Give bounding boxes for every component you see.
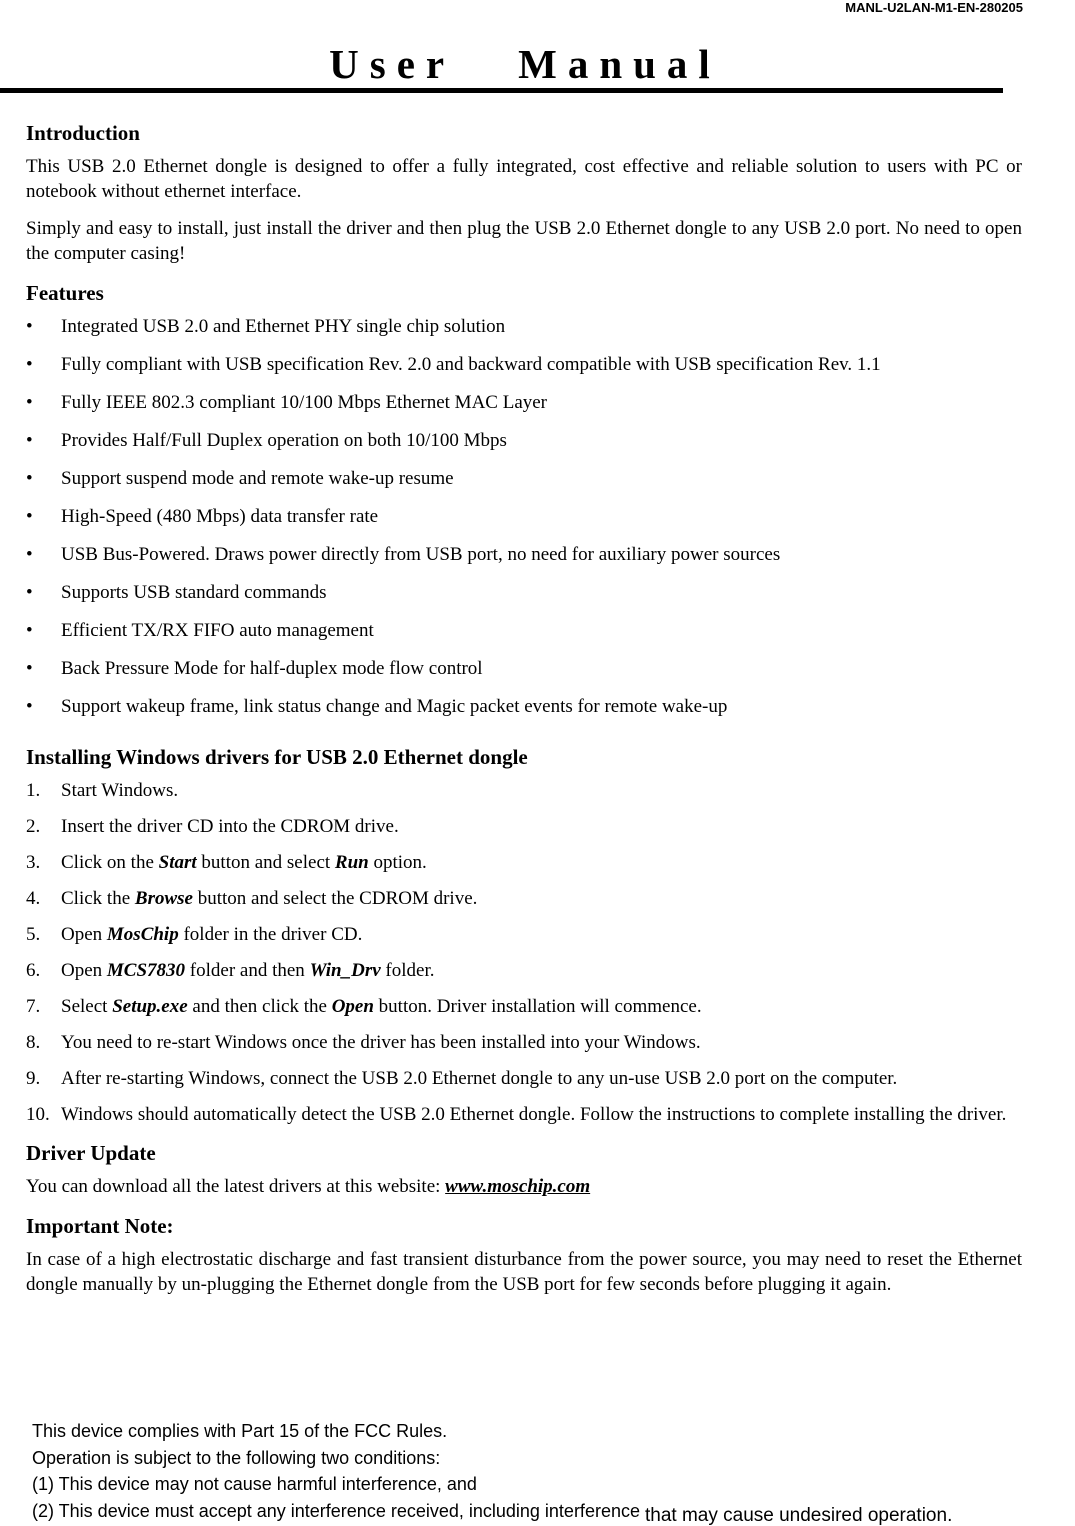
installing-section xyxy=(26,742,1022,1127)
fcc-line: Operation is subject to the following two conditions: xyxy=(32,1447,441,1468)
bullet-icon: • xyxy=(26,316,33,337)
introduction-section xyxy=(26,118,1022,266)
open-button-ref: Open xyxy=(331,996,374,1017)
driver-update-section xyxy=(26,1138,1022,1199)
install-step: 1. Start Windows. xyxy=(26,780,179,801)
run-option-ref: Run xyxy=(334,852,369,873)
feature-item: • Supports USB standard commands xyxy=(26,582,327,603)
feature-item: • Provides Half/Full Duplex operation on both 10/100 Mbps xyxy=(26,430,507,451)
fcc-line: (2) This device must accept any interference received, including interference that may cause undesired operation. xyxy=(32,1500,953,1526)
install-step: 3. Click on the Start button and select Run option. xyxy=(26,852,427,873)
manual-body xyxy=(26,118,1022,1309)
page-title: User Manual xyxy=(329,41,721,87)
bullet-icon: • xyxy=(26,468,33,489)
moschip-website-link[interactable]: www.moschip.com xyxy=(445,1176,591,1197)
bullet-icon: • xyxy=(26,658,33,679)
introduction-paragraph-2: Simply and easy to install, just install the driver and then plug the USB 2.0 Ethernet dongle to any USB 2.0 port. No need to open the computer casing! xyxy=(26,218,1022,264)
install-step: 9. After re-starting Windows, connect the USB 2.0 Ethernet dongle to any un-use USB 2.0 port on the computer. xyxy=(26,1068,898,1089)
bullet-icon: • xyxy=(26,506,33,527)
setup-exe-ref: Setup.exe xyxy=(112,996,188,1017)
feature-item: • Integrated USB 2.0 and Ethernet PHY single chip solution xyxy=(26,316,506,337)
feature-item: • USB Bus-Powered. Draws power directly from USB port, no need for auxiliary power sources xyxy=(26,544,781,565)
feature-item: • Support suspend mode and remote wake-up resume xyxy=(26,468,454,489)
bullet-icon: • xyxy=(26,620,33,641)
driver-update-heading: Driver Update xyxy=(26,1141,156,1165)
install-step: 6. Open MCS7830 folder and then Win_Drv folder. xyxy=(26,960,435,981)
bullet-icon: • xyxy=(26,430,33,451)
feature-item: • Fully compliant with USB specification Rev. 2.0 and backward compatible with USB specification Rev. 1.1 xyxy=(26,354,881,375)
important-note-heading: Important Note: xyxy=(26,1214,174,1238)
introduction-paragraph-1: This USB 2.0 Ethernet dongle is designed to offer a fully integrated, cost effective and reliable solution to users with PC or notebook without ethernet interface. xyxy=(26,156,1022,202)
fcc-line: This device complies with Part 15 of the FCC Rules. xyxy=(32,1421,448,1441)
mcs7830-folder-ref: MCS7830 xyxy=(106,960,186,981)
install-steps-list xyxy=(26,778,1022,1127)
important-note-text: In case of a high electrostatic discharge and fast transient disturbance from the power source, you may need to reset the Ethernet dongle manually by un-plugging the Ethernet dongle from the USB port for few seconds before plugging it again. xyxy=(26,1249,1022,1295)
install-step: 5. Open MosChip folder in the driver CD. xyxy=(26,924,363,945)
title-underline xyxy=(0,88,1003,93)
bullet-icon: • xyxy=(26,582,33,603)
features-section xyxy=(26,278,1022,732)
features-list xyxy=(26,314,1022,732)
bullet-icon: • xyxy=(26,354,33,375)
feature-item: • Fully IEEE 802.3 compliant 10/100 Mbps Ethernet MAC Layer xyxy=(26,392,548,413)
feature-item: • Support wakeup frame, link status change and Magic packet events for remote wake-up xyxy=(26,696,728,717)
bullet-icon: • xyxy=(26,696,33,717)
install-step: 4. Click the Browse button and select the CDROM drive. xyxy=(26,888,478,909)
installing-heading: Installing Windows drivers for USB 2.0 Ethernet dongle xyxy=(26,745,528,769)
install-step: 10. Windows should automatically detect the USB 2.0 Ethernet dongle. Follow the instructions to complete installing the driver. xyxy=(26,1104,1007,1125)
introduction-heading: Introduction xyxy=(26,121,140,145)
browse-button-ref: Browse xyxy=(134,888,193,909)
bullet-icon: • xyxy=(26,544,33,565)
fcc-statement xyxy=(32,1418,952,1525)
windrv-folder-ref: Win_Drv xyxy=(309,960,381,981)
install-step: 2. Insert the driver CD into the CDROM drive. xyxy=(26,816,399,837)
fcc-line: (1) This device may not cause harmful interference, and xyxy=(32,1474,477,1494)
install-step: 7. Select Setup.exe and then click the Open button. Driver installation will commence. xyxy=(26,996,702,1017)
install-step: 8. You need to re-start Windows once the driver has been installed into your Windows. xyxy=(26,1032,701,1053)
document-code: MANL-U2LAN-M1-EN-280205 xyxy=(845,0,1023,15)
start-button-ref: Start xyxy=(158,852,197,873)
feature-item: • Efficient TX/RX FIFO auto management xyxy=(26,620,374,641)
feature-item: • High-Speed (480 Mbps) data transfer rate xyxy=(26,506,379,527)
feature-item: • Back Pressure Mode for half-duplex mode flow control xyxy=(26,658,483,679)
important-note-section xyxy=(26,1211,1022,1297)
features-heading: Features xyxy=(26,281,104,305)
bullet-icon: • xyxy=(26,392,33,413)
driver-update-text: You can download all the latest drivers at this website: www.moschip.com xyxy=(26,1176,591,1197)
moschip-folder-ref: MosChip xyxy=(106,924,179,945)
